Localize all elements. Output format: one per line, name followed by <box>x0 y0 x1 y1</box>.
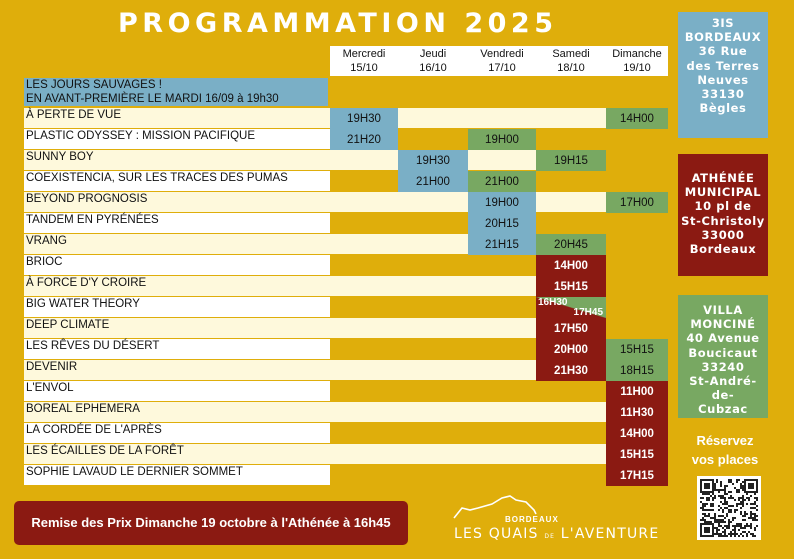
venue-line: Neuves <box>697 72 749 87</box>
film-title: COEXISTENCIA, SUR LES TRACES DES PUMAS <box>24 171 330 191</box>
film-row <box>24 150 668 170</box>
day-header-1: Jeudi 16/10 <box>419 48 447 74</box>
film-title: TANDEM EN PYRÉNÉES <box>24 213 330 233</box>
session-time: 14H00 <box>606 108 668 129</box>
venue-line: VILLA <box>703 303 743 317</box>
venue-line: 40 Avenue <box>686 331 760 346</box>
film-row <box>24 297 668 317</box>
venue-3is <box>678 12 768 138</box>
film-row <box>24 171 668 191</box>
film-row <box>24 381 668 401</box>
venue-line: MONCINÉ <box>690 317 756 332</box>
film-row <box>24 360 668 380</box>
film-title: DEVENIR <box>24 360 668 380</box>
film-row <box>24 129 668 149</box>
intro-line-1: LES JOURS SAUVAGES ! <box>26 79 162 91</box>
film-title: DEEP CLIMATE <box>24 318 606 338</box>
film-title: VRANG <box>24 234 606 254</box>
film-title: SUNNY BOY <box>24 150 606 170</box>
venue-line: Bègles <box>699 101 747 116</box>
day-header-0: Mercredi 15/10 <box>342 48 386 74</box>
film-row <box>24 444 668 464</box>
session-time: 15H15 <box>606 339 668 360</box>
session-time: 11H30 <box>606 402 668 423</box>
venue-line: ATHÉNÉE <box>691 171 755 185</box>
session-time: 14H00 <box>606 423 668 444</box>
venue-line: 3IS <box>711 16 735 30</box>
film-row <box>24 318 668 338</box>
session-time: 19H00 <box>468 129 536 150</box>
film-row <box>24 339 668 359</box>
film-title: LES RÊVES DU DÉSERT <box>24 339 330 359</box>
film-title: PLASTIC ODYSSEY : MISSION PACIFIQUE <box>24 129 330 149</box>
session-time <box>536 297 606 318</box>
film-row <box>24 108 668 128</box>
logo-top: BORDEAUX <box>505 515 559 524</box>
session-time: 21H00 <box>468 171 536 192</box>
film-title: SOPHIE LAVAUD LE DERNIER SOMMET <box>24 465 330 485</box>
film-title: À PERTE DE VUE <box>24 108 668 128</box>
reserve-line-2: vos places <box>691 452 759 467</box>
venue-athenee <box>678 154 768 276</box>
venue-line: St-André-de- <box>689 374 757 403</box>
reserve-line-1: Réservez <box>696 433 754 448</box>
session-time: 21H15 <box>468 234 536 255</box>
session-time: 21H00 <box>398 171 468 192</box>
film-title: L'ENVOL <box>24 381 330 401</box>
day-header-3: Samedi 18/10 <box>552 48 590 74</box>
venue-line: 33000 <box>701 227 745 242</box>
intro-preview <box>24 78 328 106</box>
film-title: À FORCE D'Y CROIRE <box>24 276 606 296</box>
qr-code-icon[interactable] <box>697 476 761 540</box>
reserve-text <box>680 431 770 469</box>
day-header-4: Dimanche 19/10 <box>612 48 662 74</box>
session-time-2: 17H45 <box>573 307 603 318</box>
film-row <box>24 255 668 275</box>
session-time: 18H15 <box>606 360 668 381</box>
venue-line: 33130 <box>701 87 745 102</box>
day-header-2: Vendredi 17/10 <box>480 48 524 74</box>
film-row <box>24 192 668 212</box>
venue-line: 36 Rue <box>698 44 748 59</box>
film-row <box>24 213 668 233</box>
film-row <box>24 465 668 485</box>
venue-line: des Terres <box>686 58 760 73</box>
film-row <box>24 234 668 254</box>
film-title: BOREAL EPHEMERA <box>24 402 668 422</box>
session-time: 20H00 <box>536 339 606 360</box>
session-time: 17H50 <box>536 318 606 339</box>
film-row <box>24 276 668 296</box>
venue-line: MUNICIPAL <box>684 185 762 200</box>
session-time: 21H20 <box>330 129 398 150</box>
film-title: BRIOC <box>24 255 330 275</box>
session-time: 15H15 <box>536 276 606 297</box>
festival-logo <box>450 494 660 546</box>
session-time: 19H15 <box>536 150 606 171</box>
logo-text: LES QUAIS DE L'AVENTURE <box>454 526 660 542</box>
film-row <box>24 423 668 443</box>
session-time: 19H00 <box>468 192 536 213</box>
film-title: BEYOND PROGNOSIS <box>24 192 668 212</box>
session-time-1: 16H30 <box>538 297 568 308</box>
venue-line: St-Christoly <box>681 213 765 228</box>
film-title: LES ÉCAILLES DE LA FORÊT <box>24 444 668 464</box>
session-time: 19H30 <box>398 150 468 171</box>
day-header <box>330 46 668 76</box>
venue-line: 33240 <box>701 359 745 374</box>
session-time: 20H45 <box>536 234 606 255</box>
venue-line: Boucicaut <box>688 345 758 360</box>
session-time: 19H30 <box>330 108 398 129</box>
film-row <box>24 402 668 422</box>
session-time: 20H15 <box>468 213 536 234</box>
session-time: 21H30 <box>536 360 606 381</box>
page-title: PROGRAMMATION 2025 <box>118 8 558 39</box>
venue-villa <box>678 295 768 418</box>
venue-line: BORDEAUX <box>684 30 762 45</box>
venue-line: 10 pl de <box>694 199 752 214</box>
film-title: LA CORDÉE DE L'APRÈS <box>24 423 330 443</box>
film-title: BIG WATER THEORY <box>24 297 330 317</box>
session-time: 17H00 <box>606 192 668 213</box>
intro-line-2: EN AVANT-PREMIÈRE LE MARDI 16/09 à 19h30 <box>26 92 279 105</box>
venue-line: Cubzac <box>698 402 748 417</box>
session-time: 17H15 <box>606 465 668 486</box>
session-time: 11H00 <box>606 381 668 402</box>
session-time: 15H15 <box>606 444 668 465</box>
awards-banner: Remise des Prix Dimanche 19 octobre à l'Athénée à 16h45 <box>14 501 408 545</box>
venue-line: Bordeaux <box>689 242 757 257</box>
session-time: 14H00 <box>536 255 606 276</box>
